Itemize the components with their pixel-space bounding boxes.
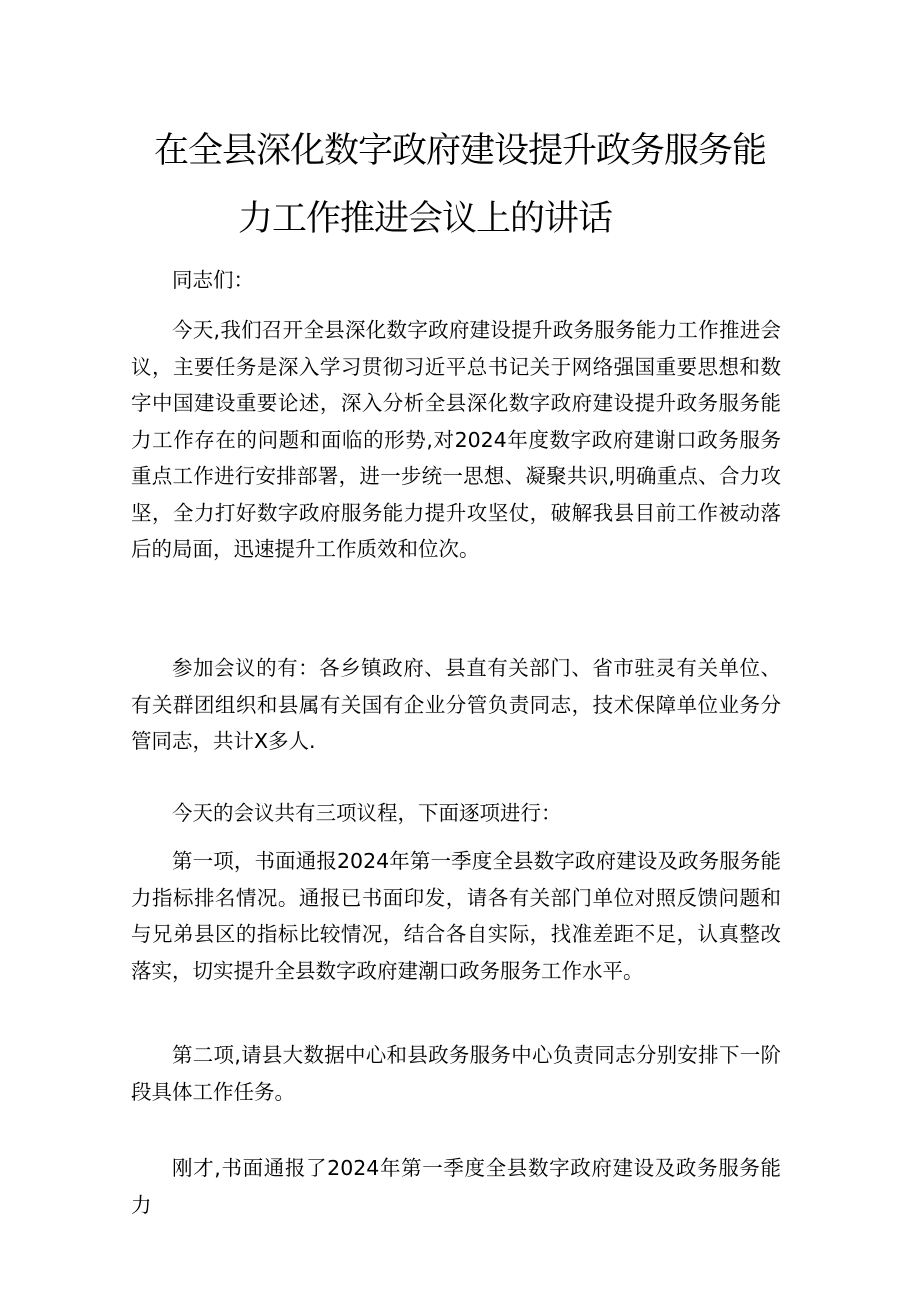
salutation-paragraph: 同志们： [172, 268, 254, 292]
closing-paragraph: 刚才,书面通报了2024年第一季度全县数字政府建设及政务服务能力 [131, 1156, 781, 1217]
agenda-item-1-paragraph: 第一项，书面通报2024年第一季度全县数字政府建设及政务服务能力指标排名情况。通报已书面印发，请各有关部门单位对照反馈问题和与兄弟县区的指标比较情况，结合各自实际，找准差距不足，认真整改落实，切实提升全县数字政府建潮口政务服务工作水平。 [131, 849, 781, 983]
attendees-paragraph: 参加会议的有：各乡镇政府、县直有关部门、省市驻灵有关单位、有关群团组织和县属有关国有企业分管负责同志，技术保障单位业务分管同志，共计X多人. [131, 656, 781, 753]
document-title-line-2: 力工作推进会议上的讲话 [237, 199, 612, 239]
intro-paragraph: 今天,我们召开全县深化数字政府建设提升政务服务能力工作推进会议，主要任务是深入学习贯彻习近平总书记关于网络强国重要思想和数字中国建设重要论述，深入分析全县深化数字政府建设提升政务服务能力工作存在的问题和面临的形势,对2024年度数字政府建谢口政务服务重点工作进行安排部署，进一步统一思想、凝聚共识,明确重点、合力攻坚，全力打好数字政府服务能力提升攻坚仗，破解我县目前工作被动落后的局面，迅速提升工作质效和位次。 [131, 318, 781, 561]
document-title-line-1: 在全县深化数字政府建设提升政务服务能 [153, 131, 766, 171]
agenda-item-2-paragraph: 第二项,请县大数据中心和县政务服务中心负责同志分别安排下一阶段具体工作任务。 [131, 1043, 781, 1104]
agenda-paragraph: 今天的会议共有三项议程，下面逐项进行： [172, 801, 562, 825]
